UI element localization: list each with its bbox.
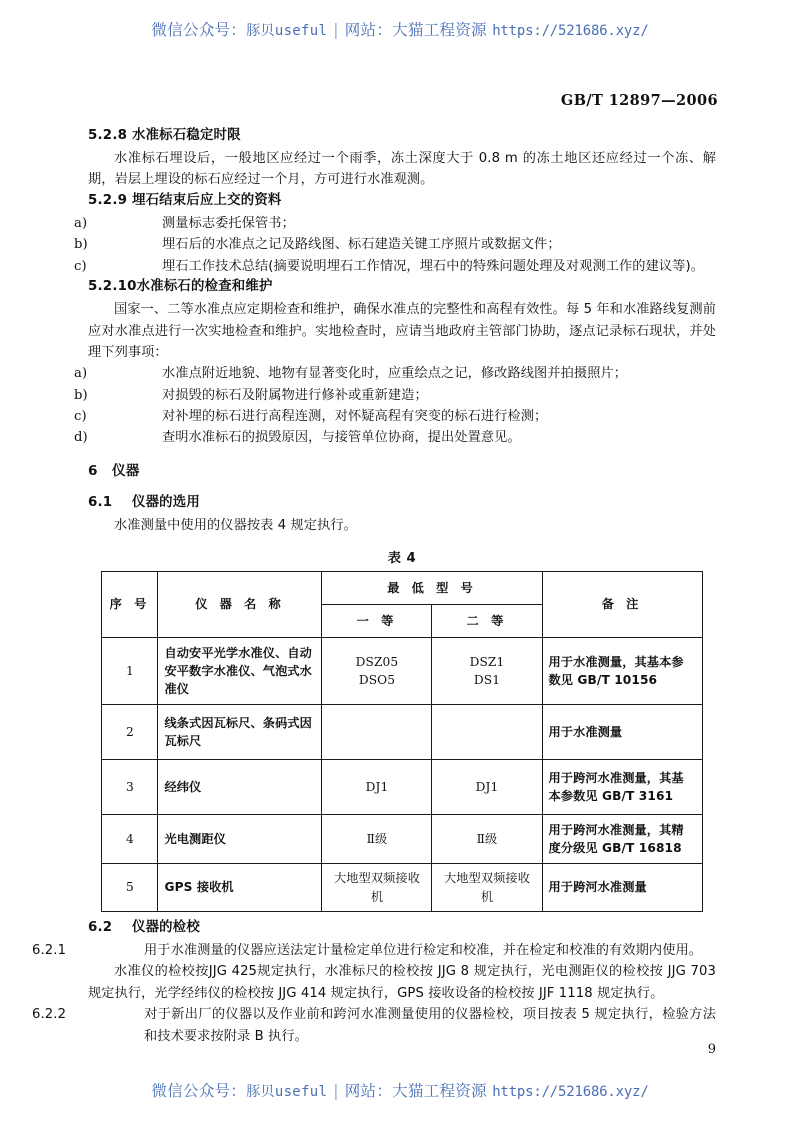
clause-number-5-2-9: 5.2.9 [88,192,128,208]
cell-grade2: DJ1 [432,760,542,815]
watermark-site-label: 网站： [344,21,393,39]
list-text: 埋石工作技术总结(摘要说明埋石工作情况，埋石中的特殊问题处理及对观测工作的建议等)。 [162,258,704,274]
cell-grade2 [432,705,542,760]
clause-number-6-2: 6.2 [88,919,113,935]
list-marker: c) [74,409,87,425]
list-item [74,234,716,255]
table-row [102,705,702,760]
page-number: 9 [707,1042,716,1057]
cell-grade1: Ⅱ级 [322,815,432,864]
list-text: 埋石后的水准点之记及路线图、标石建造关键工序照片或数据文件； [162,237,561,253]
cell-name: 线条式因瓦标尺、条码式因瓦标尺 [158,705,322,760]
clause-number-6-2-2: 6.2.2 [32,1007,67,1023]
list-item [74,385,716,406]
cell-no: 5 [102,864,158,912]
document-body [32,126,716,1047]
table-header-row [102,571,702,604]
list-item [74,406,716,427]
paragraph-6-2-1-text: 用于水准测量的仪器应送法定计量检定单位进行检定和校准，并在检定和校准的有效期内使用。 [144,943,703,958]
clause-heading-5-2-9 [88,191,716,211]
table-header-model-group: 最 低 型 号 [322,571,542,604]
watermark-url: https://521686.xyz/ [492,1084,649,1100]
cell-note: 用于跨河水准测量 [542,864,702,912]
standard-number-header: GB/T 12897—2006 [560,92,718,109]
list-marker: c) [74,258,87,274]
watermark-site-name: 大猫工程资源 [392,1082,487,1100]
cell-grade2: 大地型双频接收机 [432,864,542,912]
clause-heading-6-2 [88,918,716,938]
cell-grade2: Ⅱ级 [432,815,542,864]
watermark-separator: | [333,1082,339,1100]
list-text: 查明水准标石的损毁原因，与接管单位协商，提出处置意见。 [162,430,521,446]
list-marker: a) [74,215,88,231]
watermark-bottom [0,1079,800,1101]
list-text: 水准点附近地貌、地物有显著变化时，应重绘点之记，修改路线图并拍摄照片； [162,366,628,382]
cell-no: 2 [102,705,158,760]
section-title-6: 仪器 [112,462,140,479]
cell-note: 用于跨河水准测量，其基本参数见 GB/T 3161 [542,760,702,815]
cell-name: 自动安平光学水准仪、自动安平数字水准仪、气泡式水准仪 [158,638,322,705]
paragraph-6-2-2-text: 对于新出厂的仪器以及作业前和跨河水准测量使用的仪器检校，项目按表 5 规定执行，检验方法和技术要求按附录 B 执行。 [144,1007,716,1044]
list-marker: b) [74,387,88,403]
watermark-site-label: 网站： [344,1082,393,1100]
list-item [74,213,716,234]
clause-heading-6-1 [88,493,716,513]
section-heading-6 [88,461,716,481]
cell-note: 用于跨河水准测量，其精度分级见 GB/T 16818 [542,815,702,864]
paragraph-5-2-8: 水准标石埋设后，一般地区应经过一个雨季，冻土深度大于 0.8 m 的冻土地区还应经过一个冻、解期，岩层上埋设的标石应经过一个月，方可进行水准观测。 [88,151,716,188]
paragraph-6-2-1-continued: 水准仪的检校按JJG 425规定执行，水准标尺的检校按 JJG 8 规定执行，光电测距仪的检校按 JJG 703规定执行，光学经纬仪的检校按 JJG 414 规定执行，GPS 接收设备的检校按 JJF 1118 规定执行。 [88,964,716,1001]
watermark-wechat-name: 豚贝useful [246,1084,328,1100]
instrument-selection-table [101,571,702,912]
list-item [74,363,716,384]
cell-grade2: DSZ1 DS1 [432,638,542,705]
clause-title-6-2: 仪器的检校 [132,919,200,935]
table-header-grade-2: 二 等 [432,605,542,638]
list-text: 对补埋的标石进行高程连测，对怀疑高程有突变的标石进行检测； [162,409,548,425]
list-5-2-9 [74,213,716,277]
cell-no: 3 [102,760,158,815]
table-header-grade-1: 一 等 [322,605,432,638]
watermark-wechat-label: 微信公众号： [151,1082,247,1100]
clause-number-6-1: 6.1 [88,495,113,511]
table-caption-4: 表 4 [387,550,417,566]
table-header-name: 仪 器 名 称 [158,571,322,638]
list-item [74,256,716,277]
table-row [102,638,702,705]
watermark-site-name: 大猫工程资源 [392,21,487,39]
cell-name: GPS 接收机 [158,864,322,912]
paragraph-6-2-2 [32,1004,716,1047]
watermark-wechat-name: 豚贝useful [246,23,328,39]
clause-heading-5-2-10 [88,277,716,297]
watermark-url: https://521686.xyz/ [492,23,649,39]
clause-number-6-2-1: 6.2.1 [32,943,67,958]
paragraph-6-2-1 [32,940,716,961]
clause-title-5-2-8: 水准标石稳定时限 [132,128,241,143]
paragraph-6-1: 水准测量中使用的仪器按表 4 规定执行。 [114,518,357,534]
cell-note: 用于水准测量，其基本参数见 GB/T 10156 [542,638,702,705]
cell-name: 经纬仪 [158,760,322,815]
list-item [74,427,716,448]
clause-heading-5-2-8 [88,126,716,146]
watermark-top [0,18,800,40]
cell-grade1: DJ1 [322,760,432,815]
table-header-no: 序 号 [102,571,158,638]
watermark-wechat-label: 微信公众号： [151,21,247,39]
list-text: 测量标志委托保管书； [162,215,295,231]
list-marker: b) [74,237,88,253]
cell-grade1: 大地型双频接收机 [322,864,432,912]
table-header-note: 备 注 [542,571,702,638]
clause-title-6-1: 仪器的选用 [132,495,200,511]
clause-title-5-2-9: 埋石结束后应上交的资料 [132,192,282,208]
clause-title-5-2-10: 水准标石的检查和维护 [136,279,273,295]
clause-number-5-2-10: 5.2.10 [88,279,137,295]
table-row [102,815,702,864]
section-number-6: 6 [88,462,98,479]
cell-no: 1 [102,638,158,705]
table-row [102,760,702,815]
list-text: 对损毁的标石及附属物进行修补或重新建造； [162,387,428,403]
list-5-2-10 [74,363,716,449]
clause-number-5-2-8: 5.2.8 [88,128,128,143]
list-marker: d) [74,430,88,446]
list-marker: a) [74,366,88,382]
paragraph-5-2-10: 国家一、二等水准点应定期检查和维护，确保水准点的完整性和高程有效性。每 5 年和水准路线复测前应对水准点进行一次实地检查和维护。实地检查时，应请当地政府主管部门协助，逐点记录标石现状，并处理下列事项： [88,302,716,360]
table-row [102,864,702,912]
cell-note: 用于水准测量 [542,705,702,760]
watermark-separator: | [333,21,339,39]
cell-grade1 [322,705,432,760]
cell-grade1: DSZ05 DSO5 [322,638,432,705]
cell-name: 光电测距仪 [158,815,322,864]
table-body [102,638,702,912]
table-head [102,571,702,638]
cell-no: 4 [102,815,158,864]
